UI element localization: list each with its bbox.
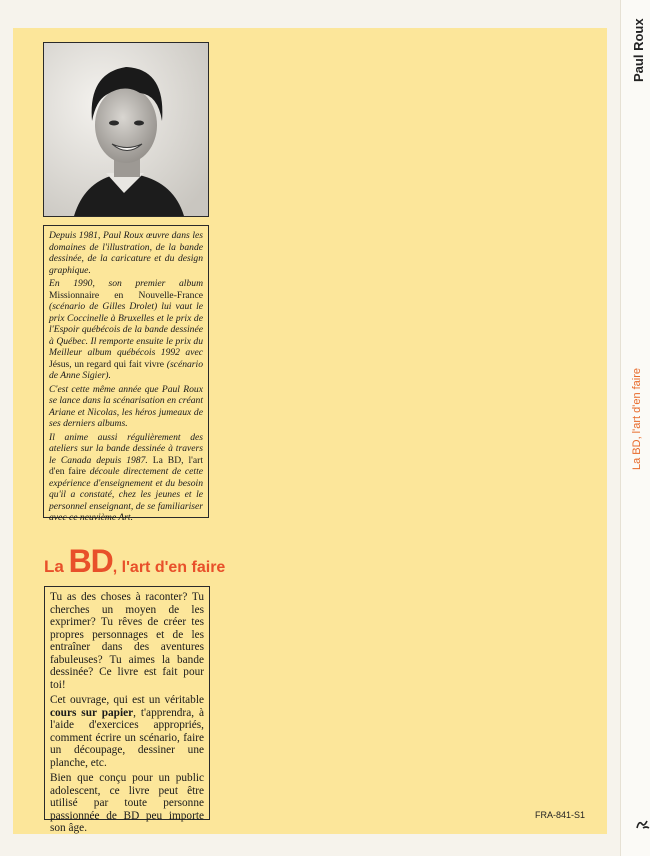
spine-title: La BD, l'art d'en faire (631, 367, 643, 470)
description-paragraph-3: Bien que conçu pour un public adolescent, ce livre peut être utilisé par toute personne passionnée de BD peu importe son âge. (50, 772, 204, 834)
publisher-logo-icon (636, 818, 650, 833)
book-description-box (44, 586, 210, 834)
author-portrait-icon (44, 43, 208, 216)
author-bio-box (43, 225, 209, 523)
bio-paragraph-3: C'est cette même année que Paul Roux se lance dans la scénarisation en créant Ariane et Nicolas, les héros jumeaux de ses derniers albums. (49, 383, 204, 429)
bio-paragraph-1: Depuis 1981, Paul Roux œuvre dans les domaines de l'illustration, de la bande dessinée, de la caricature et du design graphique. (49, 230, 203, 276)
bio-paragraph-2: En 1990, son premier album Missionnaire en Nouvelle-France (scénario de Gilles Drolet) lui vaut le prix Coccinelle à Bruxelles et le prix de l'Espoir québécois de la bande dessinée à Québec. Il remporte ensuite le prix du Meilleur album québécois 1992 avec Jésus, un regard qui fait vivre (scénario de Anne Sigier). (49, 278, 203, 381)
description-paragraph-1: Tu as des choses à raconter? Tu cherches un moyen de les exprimer? Tu rêves de créer tes propres personnages et de les entraîner dans des aventures fabuleuses? Tu aimes la bande dessinée? Ce livre est fait pour toi! (50, 591, 204, 691)
author-photo (43, 42, 209, 217)
book-title-headline: La BD, l'art d'en faire (44, 543, 226, 579)
product-code: FRA-841-S1 (535, 810, 586, 820)
description-paragraph-2: Cet ouvrage, qui est un véritable cours sur papier, t'apprendra, à l'aide d'exercices appropriés, comment écrire un scénario, faire un découpage, dessiner une planche, etc. (50, 694, 204, 769)
bio-paragraph-4: Il anime aussi régulièrement des ateliers sur la bande dessinée à travers le Canada depuis 1987. La BD, l'art d'en faire découle directement de cette expérience d'enseignement et du besoin qu'il a constaté, chez les jeunes et le personnel enseignant, de se familiariser avec ce neuvième Art. (49, 431, 203, 523)
spine-author: Paul Roux (631, 18, 646, 82)
